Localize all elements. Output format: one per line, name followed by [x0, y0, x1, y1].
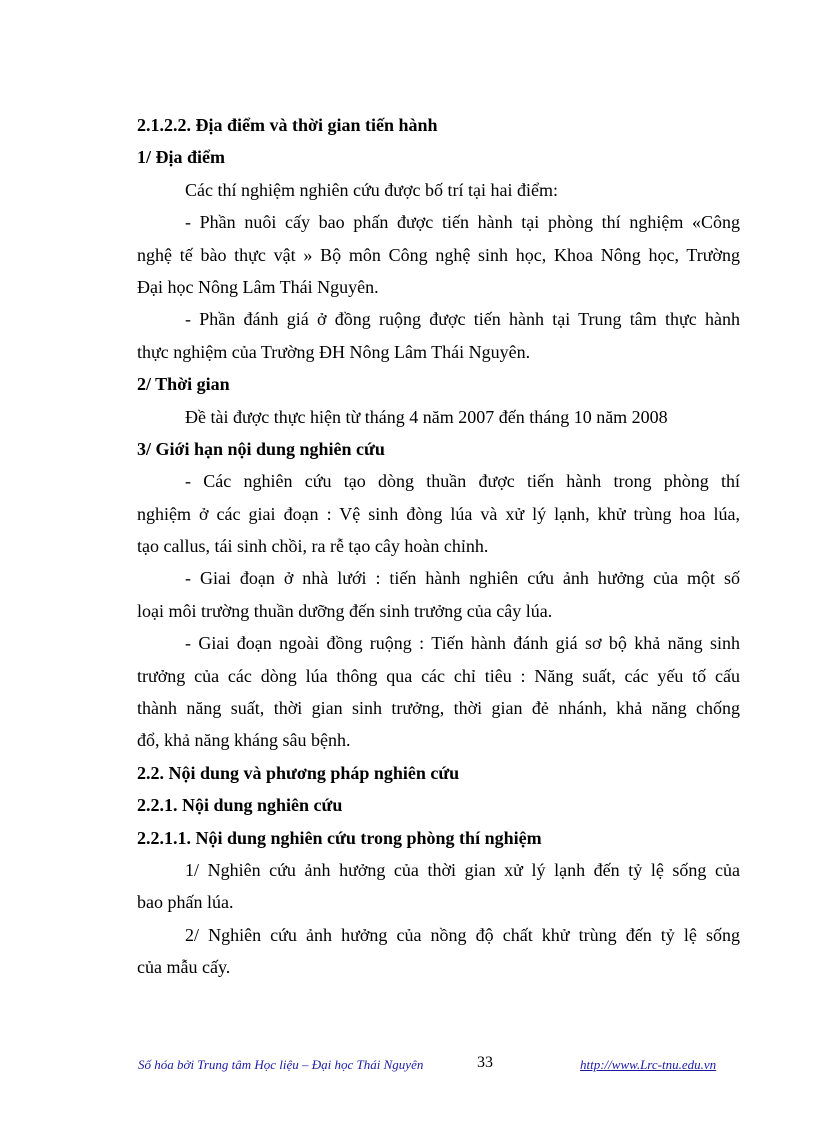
heading-scope: 3/ Giới hạn nội dung nghiên cứu	[137, 438, 385, 459]
paragraph-line: bao phấn lúa.	[137, 892, 234, 913]
heading-time: 2/ Thời gian	[137, 374, 230, 395]
paragraph-line: nghệ tế bào thực vật » Bộ môn Công nghệ sinh học, Khoa Nông học, Trường	[137, 244, 740, 265]
paragraph-line: 1/ Nghiên cứu ảnh hưởng của thời gian xử lý lạnh đến tỷ lệ sống của	[185, 859, 740, 880]
paragraph-line: tạo callus, tái sinh chồi, ra rễ tạo cây hoàn chỉnh.	[137, 536, 489, 557]
paragraph-line: trưởng của các dòng lúa thông qua các chỉ tiêu : Năng suất, các yếu tố cấu	[137, 665, 740, 686]
paragraph-line: - Các nghiên cứu tạo dòng thuần được tiến hành trong phòng thí	[185, 471, 740, 492]
paragraph-line: thực nghiệm của Trường ĐH Nông Lâm Thái Nguyên.	[137, 341, 531, 362]
subsection-heading: 2.2.1.1. Nội dung nghiên cứu trong phòng thí nghiệm	[137, 827, 542, 848]
paragraph-line: thành năng suất, thời gian sinh trưởng, thời gian đẻ nhánh, khả năng chống	[137, 698, 740, 719]
paragraph-line: nghiệm ở các giai đoạn : Vệ sinh đòng lúa và xử lý lạnh, khử trùng hoa lúa,	[137, 503, 740, 524]
page-number: 33	[477, 1054, 493, 1071]
paragraph-line: - Giai đoạn ở nhà lưới : tiến hành nghiên cứu ảnh hưởng của một số	[185, 568, 740, 589]
document-body	[137, 109, 740, 984]
footer-source: Số hóa bởi Trung tâm Học liệu – Đại học Thái Nguyên	[138, 1057, 424, 1072]
paragraph-line: - Phần nuôi cấy bao phấn được tiến hành tại phòng thí nghiệm «Công	[185, 212, 740, 233]
section-heading: 2.2. Nội dung và phương pháp nghiên cứu	[137, 762, 460, 783]
paragraph-line: Các thí nghiệm nghiên cứu được bố trí tại hai điểm:	[185, 179, 558, 200]
page-footer	[0, 1054, 816, 1079]
paragraph-line: loại môi trường thuần dưỡng đến sinh trưởng của cây lúa.	[137, 600, 553, 621]
paragraph-line: - Phần đánh giá ở đồng ruộng được tiến hành tại Trung tâm thực hành	[185, 309, 740, 330]
paragraph-line: Đại học Nông Lâm Thái Nguyên.	[137, 276, 379, 297]
paragraph-line: Đề tài được thực hiện từ tháng 4 năm 2007 đến tháng 10 năm 2008	[185, 406, 668, 427]
paragraph-line: - Giai đoạn ngoài đồng ruộng : Tiến hành đánh giá sơ bộ khả năng sinh	[185, 633, 740, 654]
heading-location: 1/ Địa điểm	[137, 147, 225, 168]
paragraph-line: 2/ Nghiên cứu ảnh hưởng của nồng độ chất khử trùng đến tỷ lệ sống	[185, 924, 740, 945]
paragraph-line: đổ, khả năng kháng sâu bệnh.	[137, 730, 351, 751]
subsection-heading: 2.2.1. Nội dung nghiên cứu	[137, 795, 343, 816]
paragraph-line: của mẫu cấy.	[137, 957, 231, 978]
footer-link[interactable]: http://www.Lrc-tnu.edu.vn	[580, 1057, 717, 1072]
subsection-heading: 2.1.2.2. Địa điểm và thời gian tiến hành	[137, 115, 438, 135]
